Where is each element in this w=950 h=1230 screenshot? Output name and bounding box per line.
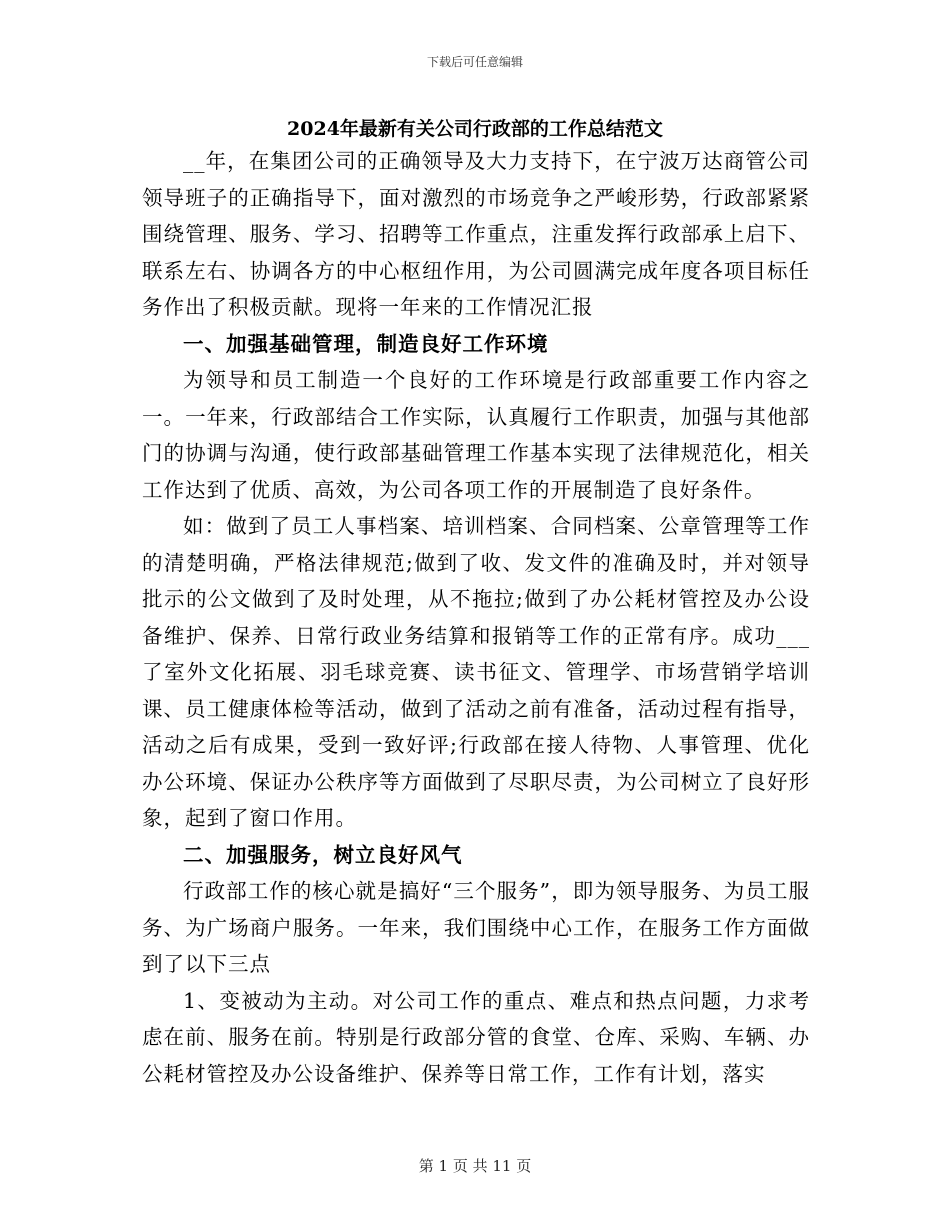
page-footer-page-number: 第 1 页 共 11 页: [418, 1157, 532, 1175]
intro-paragraph: __年，在集团公司的正确领导及大力支持下，在宁波万达商管公司领导班子的正确指导下，面对激烈的市场竞争之严峻形势，行政部紧紧围绕管理、服务、学习、招聘等工作重点，注重发挥行政部承上启下、联系左右、协调各方的中心枢纽作用，为公司圆满完成年度各项目标任务作出了积极贡献。现将一年来的工作情况汇报: [142, 149, 810, 319]
section-1-heading: 一、加强基础管理，制造良好工作环境: [183, 331, 549, 356]
section-1-paragraph-1: 为领导和员工制造一个良好的工作环境是行政部重要工作内容之一。一年来，行政部结合工作实际，认真履行工作职责，加强与其他部门的协调与沟通，使行政部基础管理工作基本实现了法律规范化，相关工作达到了优质、高效，为公司各项工作的开展制造了良好条件。: [142, 368, 810, 502]
document-body: [142, 143, 810, 1092]
section-2-paragraph-1: 行政部工作的核心就是搞好“三个服务”，即为领导服务、为员工服务、为广场商户服务。一年来，我们围绕中心工作，在服务工作方面做到了以下三点: [142, 879, 810, 976]
section-2-heading: 二、加强服务，树立良好风气: [183, 842, 463, 867]
page-header-note: 下载后可任意编辑: [426, 55, 523, 69]
document-title: 2024年最新有关公司行政部的工作总结范文: [287, 118, 663, 140]
section-1-paragraph-2: 如：做到了员工人事档案、培训档案、合同档案、公章管理等工作的清楚明确，严格法律规范;做到了收、发文件的准确及时，并对领导批示的公文做到了及时处理，从不拖拉;做到了办公耗材管控及办公设备维护、保养、日常行政业务结算和报销等工作的正常有序。成功___了室外文化拓展、羽毛球竞赛、读书征文、管理学、市场营销学培训课、员工健康体检等活动，做到了活动之前有准备，活动过程有指导，活动之后有成果，受到一致好评;行政部在接人待物、人事管理、优化办公环境、保证办公秩序等方面做到了尽职尽责，为公司树立了良好形象，起到了窗口作用。: [142, 514, 810, 830]
section-2-paragraph-2: 1、变被动为主动。对公司工作的重点、难点和热点问题，力求考虑在前、服务在前。特别是行政部分管的食堂、仓库、采购、车辆、办公耗材管控及办公设备维护、保养等日常工作，工作有计划，落实: [142, 988, 810, 1086]
